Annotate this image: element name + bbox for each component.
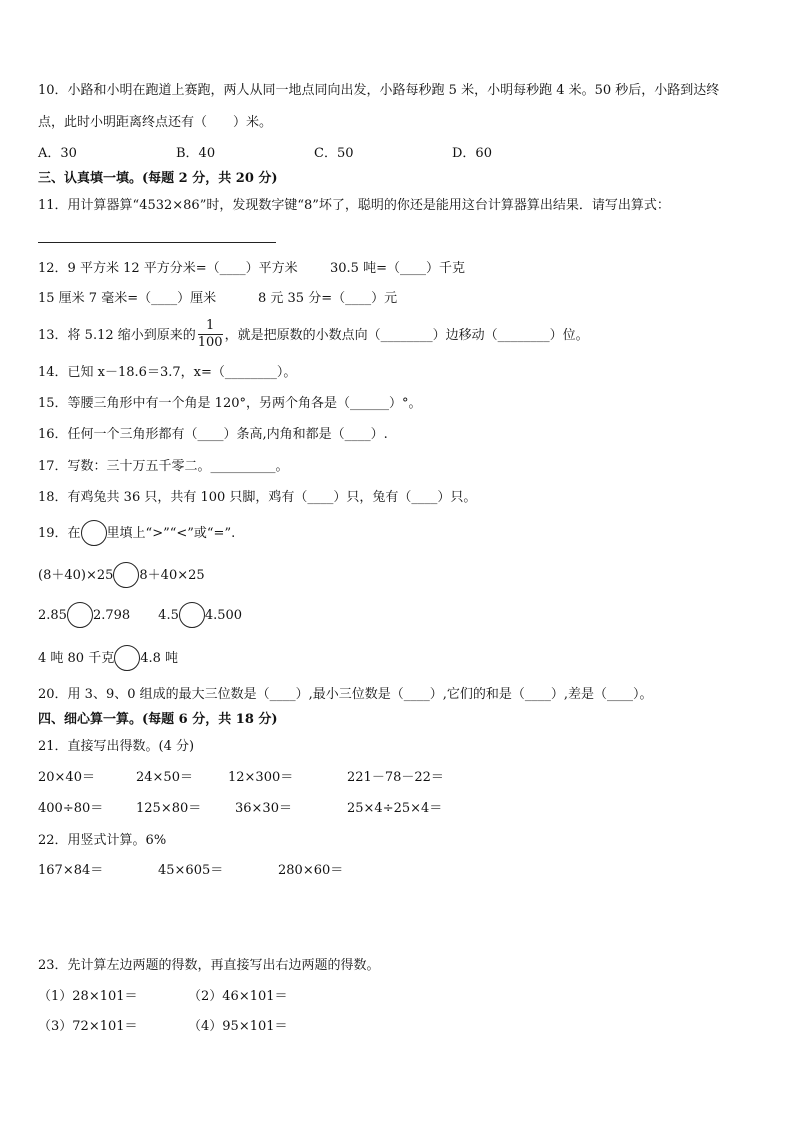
q19-title <box>38 525 235 543</box>
q19-row1-left: (8＋40)×25 <box>38 568 114 583</box>
section4-title: 四、细心算一算。(每题 6 分，共 18 分) <box>38 712 278 727</box>
q18-text: 18．有鸡兔共 36 只，共有 100 只脚，鸡有（____）只，兔有（____）只。 <box>38 490 477 505</box>
q22-item-3: 280×60＝ <box>278 863 344 878</box>
q23-item-2: （2）46×101＝ <box>188 989 288 1004</box>
q19-before: 19．在 <box>38 526 81 541</box>
q21-r2-c2: 125×80＝ <box>136 801 202 816</box>
q10-option-d: D．60 <box>452 146 492 161</box>
q22-item-1: 167×84＝ <box>38 863 104 878</box>
q19-after: 里填上“>”“<”或“=”. <box>106 526 236 541</box>
q23-item-3: （3）72×101＝ <box>38 1019 138 1034</box>
q10-option-b: B．40 <box>176 146 216 161</box>
q11-text: 11．用计算器算“4532×86”时，发现数字键“8”坏了，聪明的你还是能用这台计算器算出结果．请写出算式： <box>38 198 670 213</box>
q15-text: 15．等腰三角形中有一个角是 120°，另两个角各是（______）°。 <box>38 396 422 411</box>
section3-title: 三、认真填一填。(每题 2 分，共 20 分) <box>38 171 278 186</box>
q22-item-2: 45×605＝ <box>158 863 224 878</box>
q19-row2-a-right: 2.798 <box>92 608 131 623</box>
q21-r2-c4: 25×4÷25×4＝ <box>347 801 443 816</box>
q16-text: 16．任何一个三角形都有（____）条高,内角和都是（____）. <box>38 427 388 442</box>
q21-r2-c1: 400÷80＝ <box>38 801 104 816</box>
q19-row3-right: 4.8 吨 <box>140 651 179 666</box>
q13-text <box>38 318 589 350</box>
q10-option-a: A．30 <box>38 146 77 161</box>
q22-title: 22．用竖式计算。6% <box>38 833 167 848</box>
q21-r1-c1: 20×40＝ <box>38 770 95 785</box>
compare-circle <box>81 520 107 546</box>
q20-text: 20．用 3、9、0 组成的最大三位数是（____）,最小三位数是（____）,它们的和是（____）,差是（____）。 <box>38 687 653 702</box>
q19-row1 <box>38 567 205 585</box>
q12-a: 12．9 平方米 12 平方分米=（____）平方米 <box>38 261 298 276</box>
q21-r1-c2: 24×50＝ <box>136 770 193 785</box>
q12-d: 8 元 35 分=（____）元 <box>258 291 398 306</box>
q13-after: ，就是把原数的小数点向（________）边移动（________）位。 <box>224 328 589 343</box>
q11-answer-line <box>38 242 276 243</box>
q23-item-4: （4）95×101＝ <box>188 1019 288 1034</box>
q19-row3-left: 4 吨 80 千克 <box>38 651 115 666</box>
q23-title: 23．先计算左边两题的得数，再直接写出右边两题的得数。 <box>38 958 380 973</box>
q12-b: 30.5 吨=（____）千克 <box>330 261 465 276</box>
q21-r1-c4: 221－78－22＝ <box>347 770 444 785</box>
q19-row1-circle[interactable] <box>113 562 139 588</box>
q19-row2-b-left: 4.5 <box>158 608 179 623</box>
q19-row2 <box>38 607 242 625</box>
q19-row3 <box>38 650 178 668</box>
q19-row1-right: 8＋40×25 <box>139 568 205 583</box>
q23-item-1: （1）28×101＝ <box>38 989 138 1004</box>
q13-before: 13．将 5.12 缩小到原来的 <box>38 328 196 343</box>
q19-row3-circle[interactable] <box>114 645 140 671</box>
q21-r2-c3: 36×30＝ <box>235 801 292 816</box>
q21-title: 21．直接写出得数。(4 分) <box>38 739 195 754</box>
q19-row2-b-right: 4.500 <box>204 608 243 623</box>
q10-line2: 点，此时小明距离终点还有（ ）米。 <box>38 115 273 130</box>
q19-row2-a-circle[interactable] <box>67 602 93 628</box>
q10-line1: 10．小路和小明在跑道上赛跑，两人从同一地点同向出发，小路每秒跑 5 米，小明每秒跑 4 米。50 秒后，小路到达终 <box>38 83 720 98</box>
q10-option-c: C．50 <box>314 146 354 161</box>
q17-text: 17．写数：三十万五千零二。__________。 <box>38 459 289 474</box>
q14-text: 14．已知 x－18.6＝3.7，x=（________）。 <box>38 365 297 380</box>
q12-c: 15 厘米 7 毫米=（____）厘米 <box>38 291 217 306</box>
q19-row2-a-left: 2.85 <box>38 608 67 623</box>
q13-fraction <box>198 318 223 351</box>
q21-r1-c3: 12×300＝ <box>228 770 294 785</box>
q13-frac-denominator: 100 <box>197 335 223 350</box>
q13-frac-numerator: 1 <box>198 318 223 335</box>
q19-row2-b-circle[interactable] <box>179 602 205 628</box>
